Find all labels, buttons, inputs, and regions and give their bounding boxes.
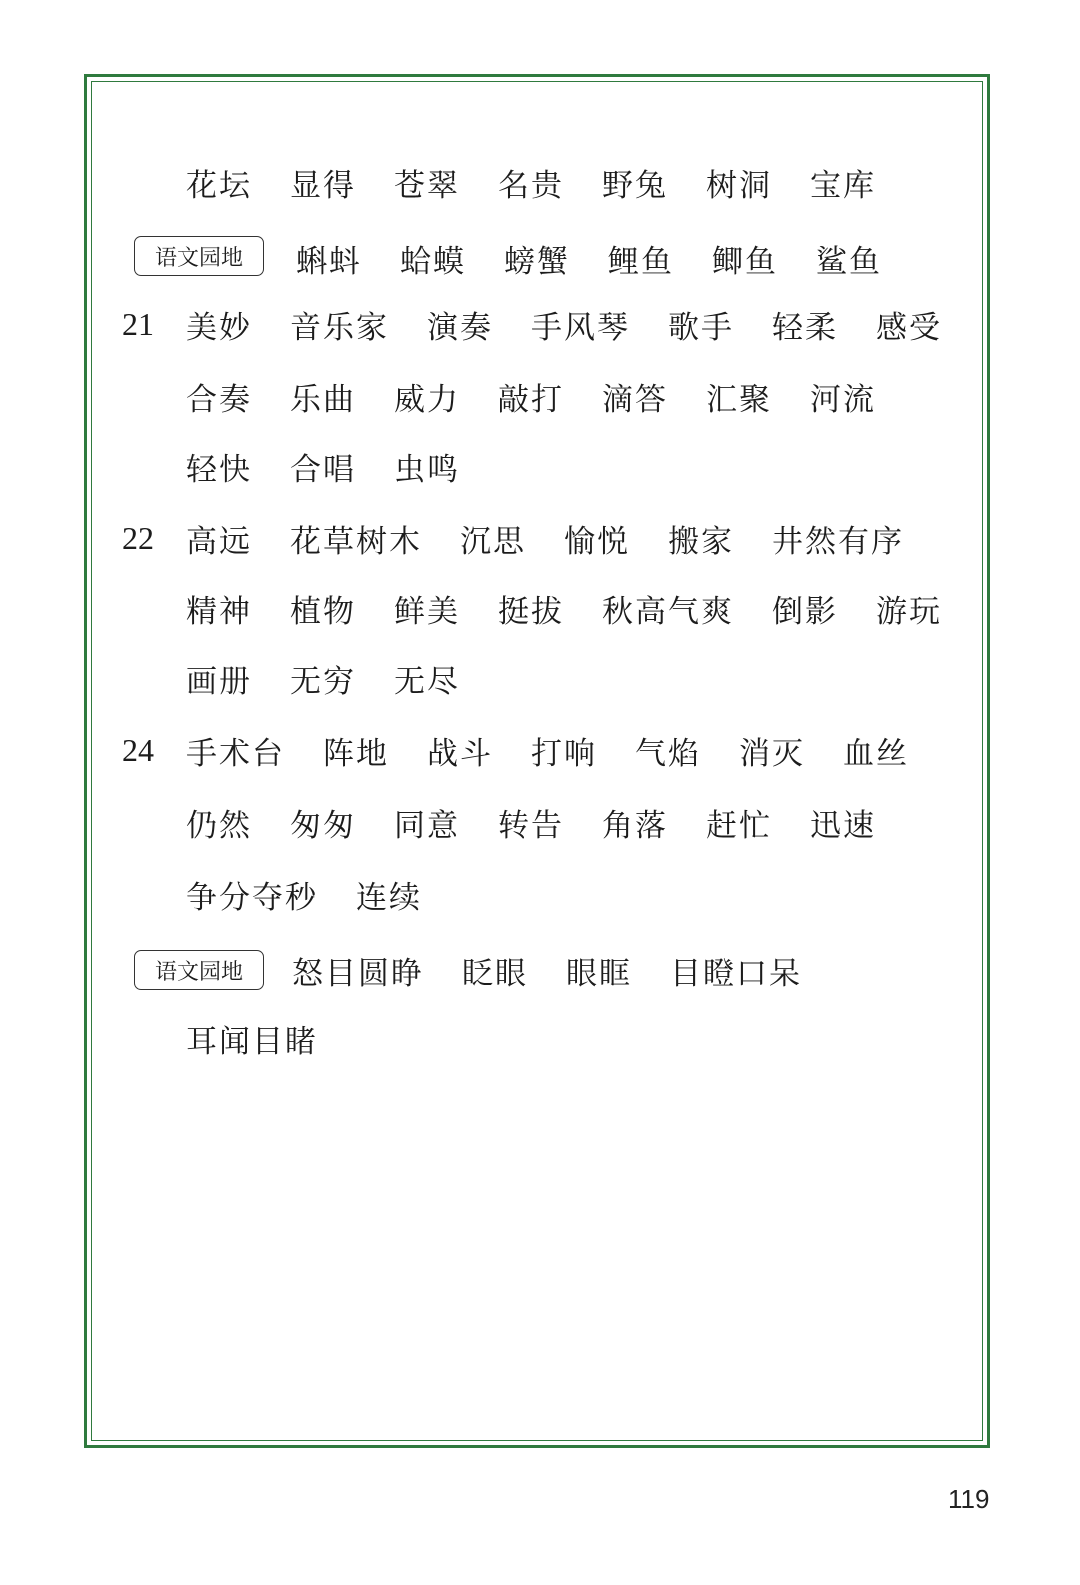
word: 花草树木 bbox=[290, 523, 422, 560]
word: 蛤蟆 bbox=[400, 243, 466, 280]
word-row bbox=[186, 578, 980, 638]
word: 眼眶 bbox=[566, 955, 632, 992]
word: 感受 bbox=[876, 309, 942, 346]
word: 虫鸣 bbox=[394, 451, 460, 488]
word: 威力 bbox=[394, 381, 460, 418]
word-row bbox=[186, 152, 914, 212]
word: 井然有序 bbox=[772, 523, 904, 560]
word: 游玩 bbox=[876, 593, 942, 630]
word: 画册 bbox=[186, 663, 252, 700]
word-row bbox=[186, 792, 914, 852]
lesson-number: 22 bbox=[122, 519, 154, 556]
word: 歌手 bbox=[668, 309, 734, 346]
word: 轻快 bbox=[186, 451, 252, 488]
word: 角落 bbox=[602, 807, 668, 844]
word: 鲜美 bbox=[394, 593, 460, 630]
word: 音乐家 bbox=[290, 309, 389, 346]
word: 精神 bbox=[186, 593, 252, 630]
word: 挺拔 bbox=[498, 593, 564, 630]
word: 气焰 bbox=[635, 735, 701, 772]
word: 眨眼 bbox=[462, 955, 528, 992]
word: 手风琴 bbox=[531, 309, 630, 346]
word-row bbox=[186, 864, 460, 924]
word: 轻柔 bbox=[772, 309, 838, 346]
word: 演奏 bbox=[427, 309, 493, 346]
page-number: 119 bbox=[948, 1484, 990, 1514]
word: 敲打 bbox=[498, 381, 564, 418]
word: 树洞 bbox=[706, 167, 772, 204]
word: 无穷 bbox=[290, 663, 356, 700]
word-row bbox=[186, 1008, 356, 1068]
word: 高远 bbox=[186, 523, 252, 560]
word-row bbox=[296, 228, 920, 288]
word: 合唱 bbox=[290, 451, 356, 488]
word: 匆匆 bbox=[290, 807, 356, 844]
word: 花坛 bbox=[186, 167, 252, 204]
word: 宝库 bbox=[810, 167, 876, 204]
word: 鲤鱼 bbox=[608, 243, 674, 280]
word: 打响 bbox=[531, 735, 597, 772]
word: 野兔 bbox=[602, 167, 668, 204]
word: 蝌蚪 bbox=[296, 243, 362, 280]
word: 战斗 bbox=[427, 735, 493, 772]
word-row bbox=[186, 436, 498, 496]
section-badge: 语文园地 bbox=[134, 236, 264, 276]
word: 连续 bbox=[356, 879, 422, 916]
word: 血丝 bbox=[843, 735, 909, 772]
word: 乐曲 bbox=[290, 381, 356, 418]
word: 迅速 bbox=[810, 807, 876, 844]
word: 鲨鱼 bbox=[816, 243, 882, 280]
word: 汇聚 bbox=[706, 381, 772, 418]
word-row bbox=[186, 648, 498, 708]
word: 争分夺秒 bbox=[186, 879, 318, 916]
word: 无尽 bbox=[394, 663, 460, 700]
word: 显得 bbox=[290, 167, 356, 204]
word: 秋高气爽 bbox=[602, 593, 734, 630]
word-row bbox=[292, 940, 840, 1000]
word: 怒目圆睁 bbox=[292, 955, 424, 992]
word: 转告 bbox=[498, 807, 564, 844]
word: 同意 bbox=[394, 807, 460, 844]
word: 耳闻目睹 bbox=[186, 1023, 318, 1060]
word-row bbox=[186, 508, 942, 568]
word-row bbox=[186, 294, 980, 354]
word: 河流 bbox=[810, 381, 876, 418]
word: 愉悦 bbox=[564, 523, 630, 560]
word-row bbox=[186, 366, 914, 426]
word: 植物 bbox=[290, 593, 356, 630]
word: 搬家 bbox=[668, 523, 734, 560]
word: 赶忙 bbox=[706, 807, 772, 844]
word: 沉思 bbox=[460, 523, 526, 560]
section-badge: 语文园地 bbox=[134, 950, 264, 990]
word: 目瞪口呆 bbox=[670, 955, 802, 992]
word: 名贵 bbox=[498, 167, 564, 204]
word: 美妙 bbox=[186, 309, 252, 346]
word: 手术台 bbox=[186, 735, 285, 772]
word-row bbox=[186, 720, 947, 780]
lesson-number: 21 bbox=[122, 305, 154, 342]
word: 倒影 bbox=[772, 593, 838, 630]
word: 阵地 bbox=[323, 735, 389, 772]
lesson-number: 24 bbox=[122, 731, 154, 768]
word: 滴答 bbox=[602, 381, 668, 418]
word: 消灭 bbox=[739, 735, 805, 772]
word: 仍然 bbox=[186, 807, 252, 844]
word: 鲫鱼 bbox=[712, 243, 778, 280]
word: 合奏 bbox=[186, 381, 252, 418]
word: 苍翠 bbox=[394, 167, 460, 204]
word: 螃蟹 bbox=[504, 243, 570, 280]
